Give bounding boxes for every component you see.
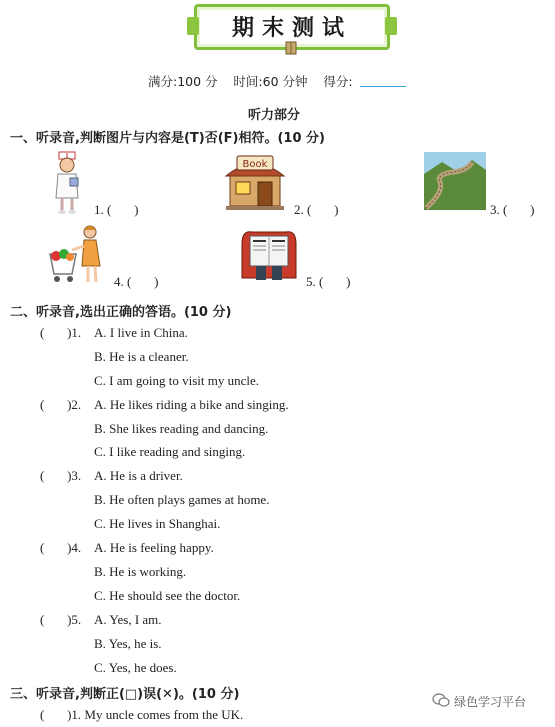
q4-answer-slot[interactable]: ( )4.	[40, 540, 82, 555]
q5-option-a: A. Yes, I am.	[94, 612, 162, 627]
wechat-icon	[432, 693, 450, 707]
bookstore-icon	[222, 150, 288, 212]
q1-option-a: A. I live in China.	[94, 325, 188, 340]
q1-option-b: B. He is a cleaner.	[94, 349, 189, 364]
nurse-icon	[50, 150, 84, 214]
item4-answer[interactable]: 4. ( )	[114, 274, 159, 289]
q1-answer-slot[interactable]: ( )1.	[40, 325, 82, 340]
q3-answer-slot[interactable]: ( )3.	[40, 468, 82, 483]
q2-answer-slot[interactable]: ( )2.	[40, 397, 82, 412]
section3-heading: 三、听录音,判断正(□)误(✕)。(10 分)	[10, 687, 240, 702]
q4-option-a: A. He is feeling happy.	[94, 540, 214, 555]
page-title: 期末测试	[231, 16, 352, 41]
q2-option-a: A. He likes riding a bike and singing.	[94, 397, 289, 412]
q3-option-a: A. He is a driver.	[94, 468, 183, 483]
exam-info: 满分:100 分 时间:60 分钟 得分:	[148, 74, 353, 89]
q5-option-b: B. Yes, he is.	[94, 636, 162, 651]
q3-option-b: B. He often plays games at home.	[94, 492, 270, 507]
shopping-cart-woman-icon	[46, 224, 106, 286]
svg-text:Book: Book	[242, 159, 268, 170]
watermark-text: 绿色学习平台	[454, 695, 527, 709]
item3-answer[interactable]: 3. ( )	[490, 202, 535, 217]
q1-option-c: C. I am going to visit my uncle.	[94, 373, 260, 388]
score-blank[interactable]	[360, 86, 406, 87]
section2-heading: 二、听录音,选出正确的答语。(10 分)	[10, 305, 232, 320]
item1-answer[interactable]: 1. ( )	[94, 202, 139, 217]
bookmark-icon	[283, 40, 299, 56]
q4-option-c: C. He should see the doctor.	[94, 588, 241, 603]
item5-answer[interactable]: 5. ( )	[306, 274, 351, 289]
listening-heading: 听力部分	[248, 108, 301, 123]
section1-heading: 一、听录音,判断图片与内容是(T)否(F)相符。(10 分)	[10, 131, 325, 146]
q2-option-c: C. I like reading and singing.	[94, 444, 246, 459]
q2-option-b: B. She likes reading and dancing.	[94, 421, 269, 436]
great-wall-icon	[424, 152, 486, 210]
q4-option-b: B. He is working.	[94, 564, 187, 579]
q3-option-c: C. He lives in Shanghai.	[94, 516, 221, 531]
watermark	[432, 690, 552, 714]
item2-answer[interactable]: 2. ( )	[294, 202, 339, 217]
newspaper-reader-icon	[238, 224, 300, 286]
section3-item1[interactable]: ( )1. My uncle comes from the UK.	[40, 707, 244, 722]
q5-option-c: C. Yes, he does.	[94, 660, 177, 675]
q5-answer-slot[interactable]: ( )5.	[40, 612, 82, 627]
